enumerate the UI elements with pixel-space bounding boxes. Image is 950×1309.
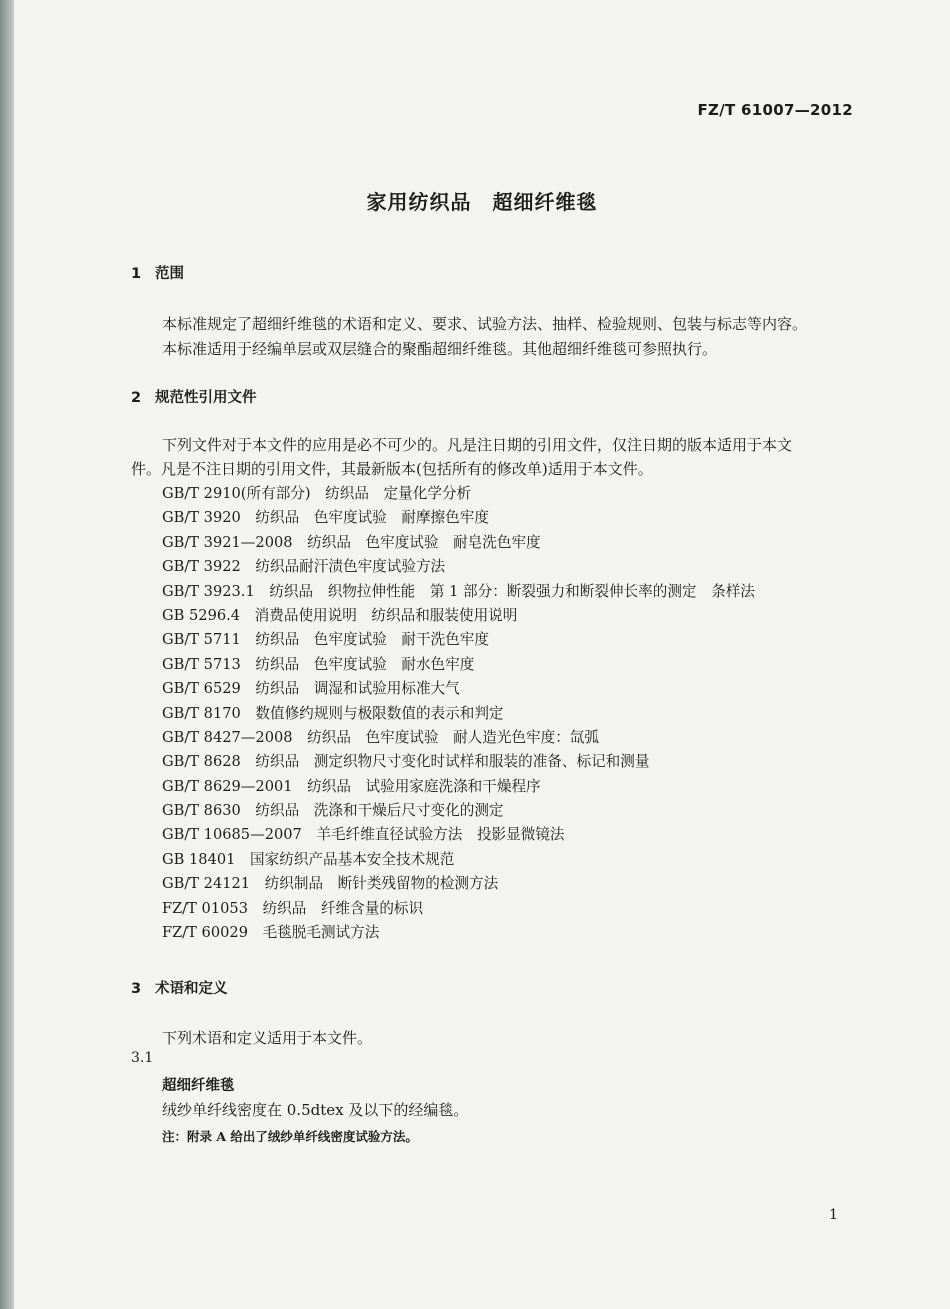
section-3-heading xyxy=(131,977,228,998)
term-note: 注：附录 A 给出了绒纱单纤线密度试验方法。 xyxy=(162,1129,418,1144)
standard-number: FZ/T 61007—2012 xyxy=(697,101,853,119)
reference-item: GB/T 5713 纺织品 色牢度试验 耐水色牢度 xyxy=(162,655,475,673)
reference-item: GB/T 5711 纺织品 色牢度试验 耐干洗色牢度 xyxy=(162,631,489,649)
reference-item: FZ/T 60029 毛毯脱毛测试方法 xyxy=(162,924,380,942)
section-1-paragraph-2: 本标准适用于经编单层或双层缝合的聚酯超细纤维毯。其他超细纤维毯可参照执行。 xyxy=(162,340,718,358)
reference-item: FZ/T 01053 纺织品 纤维含量的标识 xyxy=(162,899,424,917)
section-3-title: 术语和定义 xyxy=(155,981,228,997)
scan-edge xyxy=(0,0,14,1309)
reference-item: GB 18401 国家纺织产品基本安全技术规范 xyxy=(162,850,455,868)
term-title: 超细纤维毯 xyxy=(162,1078,235,1094)
section-1-title: 范围 xyxy=(155,266,184,282)
section-2-intro-line-1: 下列文件对于本文件的应用是必不可少的。凡是注日期的引用文件，仅注日期的版本适用于本文 xyxy=(162,436,793,454)
section-1-paragraph-1: 本标准规定了超细纤维毯的术语和定义、要求、试验方法、抽样、检验规则、包装与标志等内容。 xyxy=(162,315,808,333)
document-title: 家用纺织品 超细纤维毯 xyxy=(366,190,598,214)
section-3-number: 3 xyxy=(131,981,142,997)
term-definition: 绒纱单纤线密度在 0.5dtex 及以下的经编毯。 xyxy=(162,1101,469,1119)
reference-item: GB/T 3923.1 纺织品 织物拉伸性能 第 1 部分：断裂强力和断裂伸长率的测定 条样法 xyxy=(162,582,755,600)
reference-item: GB/T 8629—2001 纺织品 试验用家庭洗涤和干燥程序 xyxy=(162,777,541,795)
reference-list xyxy=(162,482,755,945)
page-number: 1 xyxy=(829,1207,838,1223)
reference-item: GB/T 6529 纺织品 调湿和试验用标准大气 xyxy=(162,680,460,698)
section-2-intro-line-2: 件。凡是不注日期的引用文件，其最新版本(包括所有的修改单)适用于本文件。 xyxy=(131,460,653,478)
section-3-intro: 下列术语和定义适用于本文件。 xyxy=(162,1029,373,1047)
section-1-heading xyxy=(131,262,184,283)
reference-item: GB/T 24121 纺织制品 断针类残留物的检测方法 xyxy=(162,875,499,893)
reference-item: GB 5296.4 消费品使用说明 纺织品和服装使用说明 xyxy=(162,606,518,624)
reference-item: GB/T 8628 纺织品 测定织物尺寸变化时试样和服装的准备、标记和测量 xyxy=(162,753,650,771)
reference-item: GB/T 3920 纺织品 色牢度试验 耐摩擦色牢度 xyxy=(162,509,489,527)
reference-item: GB/T 8427—2008 纺织品 色牢度试验 耐人造光色牢度：氙弧 xyxy=(162,728,600,746)
reference-item: GB/T 2910(所有部分) 纺织品 定量化学分析 xyxy=(162,485,472,502)
reference-item: GB/T 3922 纺织品耐汗渍色牢度试验方法 xyxy=(162,558,446,576)
reference-item: GB/T 8630 纺织品 洗涤和干燥后尺寸变化的测定 xyxy=(162,802,504,820)
reference-item: GB/T 3921—2008 纺织品 色牢度试验 耐皂洗色牢度 xyxy=(162,533,541,551)
section-2-heading xyxy=(131,386,257,407)
section-2-title: 规范性引用文件 xyxy=(155,390,257,406)
clause-number: 3.1 xyxy=(131,1050,154,1066)
section-1-number: 1 xyxy=(131,266,142,282)
document-page xyxy=(14,0,950,1309)
section-2-number: 2 xyxy=(131,390,142,406)
reference-item: GB/T 8170 数值修约规则与极限数值的表示和判定 xyxy=(162,704,504,722)
reference-item: GB/T 10685—2007 羊毛纤维直径试验方法 投影显微镜法 xyxy=(162,826,565,844)
